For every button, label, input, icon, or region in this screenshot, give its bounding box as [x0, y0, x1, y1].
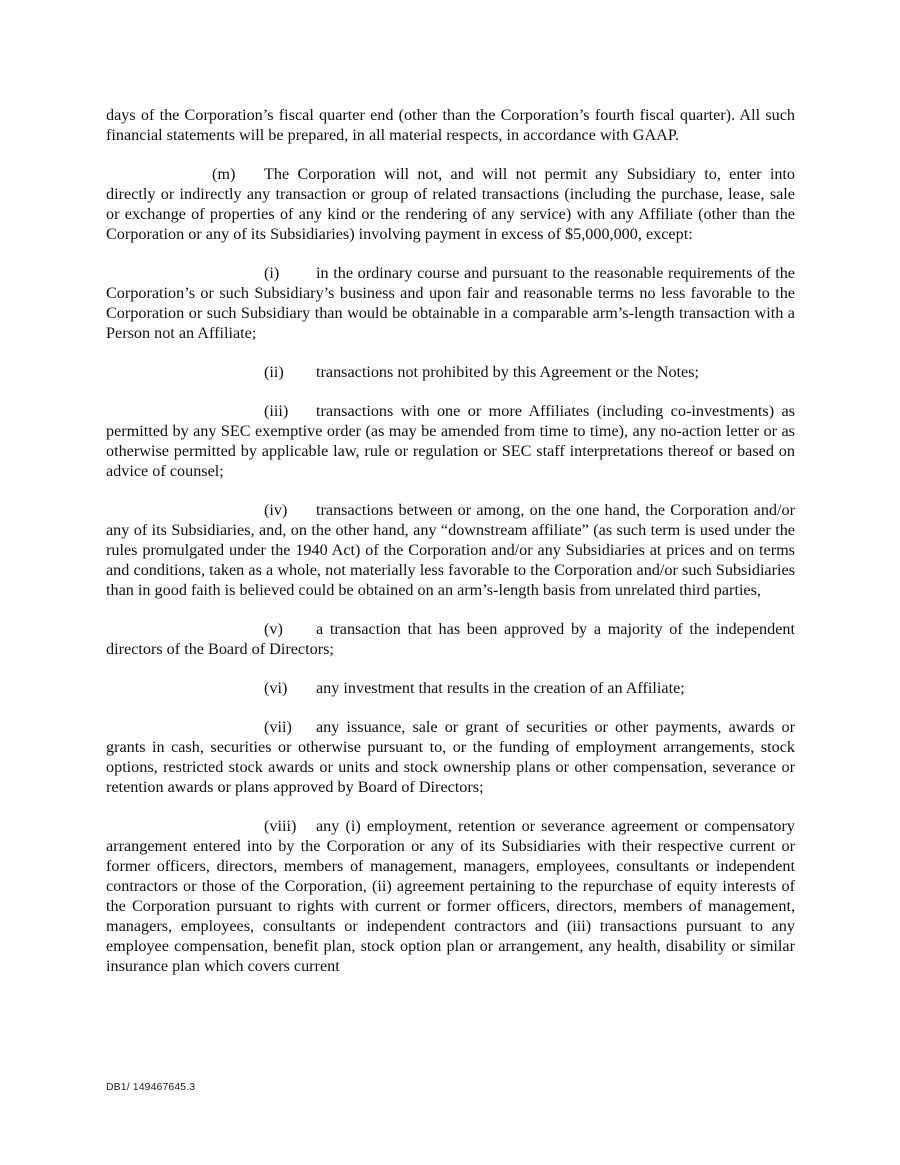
clause-viii-paragraph	[106, 816, 795, 976]
clause-iii-paragraph	[106, 401, 795, 481]
clause-iv-text: transactions between or among, on the one hand, the Corporation and/or any of its Subsidiaries, and, on the other hand, any “downstream affiliate” (as such term is used under the rules promulgated under the 1940 Act) of the Corporation and/or any Subsidiaries at prices and on terms and conditions, taken as a whole, not materially less favorable to the Corporation and/or such Subsidiaries than in good faith is believed could be obtained on an arm’s-length basis from unrelated third parties,	[106, 501, 795, 599]
clause-i-text: in the ordinary course and pursuant to the reasonable requirements of the Corporation’s or such Subsidiary’s business and upon fair and reasonable terms no less favorable to the Corporation or such Subsidiary than would be obtainable in a comparable arm’s-length transaction with a Person not an Affiliate;	[106, 264, 795, 342]
clause-iii-text: transactions with one or more Affiliates (including co-investments) as permitted by any SEC exemptive order (as may be amended from time to time), any no-action letter or as otherwise permitted by applicable law, rule or regulation or SEC staff interpretations thereof or based on advice of counsel;	[106, 402, 795, 480]
clause-vii-number: (vii)	[264, 718, 292, 736]
section-m-number: (m)	[212, 165, 236, 183]
section-m-paragraph	[106, 164, 795, 244]
clause-i-paragraph	[106, 263, 795, 343]
clause-vi-paragraph	[106, 678, 795, 698]
clause-ii-paragraph	[106, 362, 795, 382]
clause-iv-number: (iv)	[264, 501, 288, 519]
clause-i-number: (i)	[264, 264, 280, 282]
intro-paragraph: days of the Corporation’s fiscal quarter end (other than the Corporation’s fourth fiscal quarter). All such financial statements will be prepared, in all material respects, in accordance with GAAP.	[106, 106, 795, 144]
document-body	[106, 105, 795, 976]
clause-iii-number: (iii)	[264, 402, 289, 420]
section-m-text: The Corporation will not, and will not permit any Subsidiary to, enter into directly or indirectly any transaction or group of related transactions (including the purchase, lease, sale or exchange of properties of any kind or the rendering of any service) with any Affiliate (other than the Corporation or any of its Subsidiaries) involving payment in excess of $5,000,000, except:	[106, 165, 795, 243]
clause-v-text: a transaction that has been approved by a majority of the independent directors of the Board of Directors;	[106, 620, 795, 658]
clause-viii-number: (viii)	[264, 817, 297, 835]
clause-viii-text: any (i) employment, retention or severance agreement or compensatory arrangement entered into by the Corporation or any of its Subsidiaries with their respective current or former officers, directors, members of management, managers, employees, consultants or independent contractors or those of the Corporation, (ii) agreement pertaining to the repurchase of equity interests of the Corporation pursuant to rights with current or former officers, directors, members of management, managers, employees, consultants or independent contractors and (iii) transactions pursuant to any employee compensation, benefit plan, stock option plan or arrangement, any health, disability or similar insurance plan which covers current	[106, 817, 795, 975]
clause-vii-text: any issuance, sale or grant of securities or other payments, awards or grants in cash, securities or otherwise pursuant to, or the funding of employment arrangements, stock options, restricted stock awards or units and stock ownership plans or other compensation, severance or retention awards or plans approved by Board of Directors;	[106, 718, 795, 796]
clause-vii-paragraph	[106, 717, 795, 797]
clause-ii-text: transactions not prohibited by this Agreement or the Notes;	[316, 363, 700, 381]
clause-iv-paragraph	[106, 500, 795, 600]
clause-vi-number: (vi)	[264, 679, 288, 697]
document-footer-id: DB1/ 149467645.3	[106, 1081, 196, 1093]
clause-ii-number: (ii)	[264, 363, 284, 381]
clause-v-number: (v)	[264, 620, 283, 638]
clause-vi-text: any investment that results in the creation of an Affiliate;	[316, 679, 685, 697]
clause-v-paragraph	[106, 619, 795, 659]
